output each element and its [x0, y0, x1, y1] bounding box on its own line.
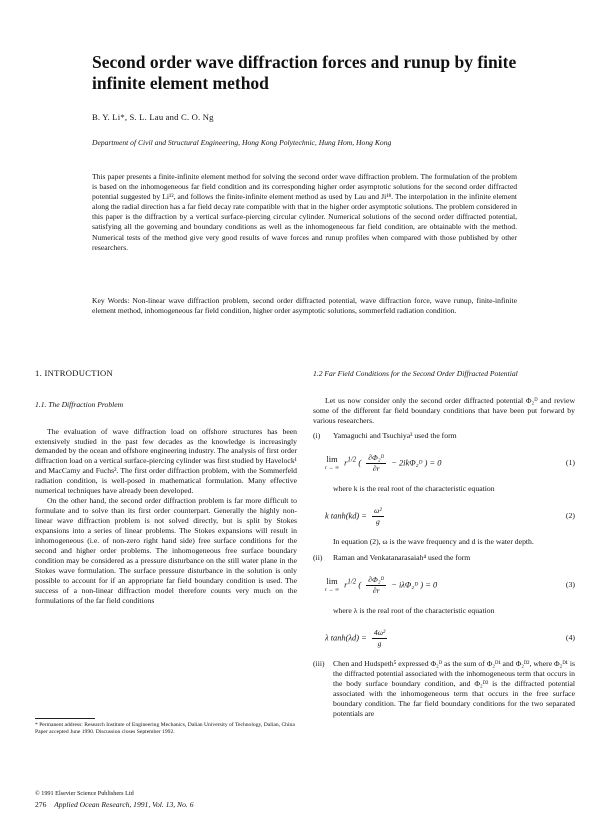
list-item-ii: [313, 553, 575, 563]
abstract: This paper presents a finite-infinite element method for solving the second order wave diffraction problem. The formulation of the problem is based on the inhomogeneous far field condition and its corresponding higher order asymptotic solutions for the second order diffracted potential suggested by Li¹², and follows the finite-infinite element method as used by Lau and Ji¹⁸. The interpolation in the infinite element along the radial direction has a far field decay rate compatible with that in the higher order asymptotic solutions. The problem considered in this paper is the diffraction by a vertical surface-piercing circular cylinder. Numerical solutions of the second order diffracted potential, satisfying all the governing and boundary conditions as well as the inhomogeneous far field condition, are obtainable with the method. Numerical tests of the method give very good results of wave forces and runup profiles when compared with those published by other researchers.: [92, 172, 517, 252]
list-item-number: (ii): [313, 553, 323, 563]
keywords: Key Words: Non-linear wave diffraction problem, second order diffracted potential, wave diffraction force, wave runup, finite-infinite element method, inhomogeneous far field condition, higher order asymptotic solutions, sommerfeld radiation condition.: [92, 296, 517, 316]
list-item-text: Raman and Venkatanarasaiah⁴ used the form: [333, 553, 471, 563]
equation-rest: − iλΦ₂ᴰ ) = 0: [391, 580, 438, 590]
limit-operator: lim r → ∞: [325, 455, 340, 472]
where-text-1: where k is the real root of the characteristic equation: [333, 484, 495, 494]
footnote-divider: [35, 718, 95, 719]
where-text-3: where λ is the real root of the characteristic equation: [333, 606, 495, 616]
fraction-numerator: ∂Φ₂ᴰ: [368, 452, 385, 462]
paper-affiliation: Department of Civil and Structural Engineering, Hong Kong Polytechnic, Hung Hom, Hong Kong: [92, 138, 392, 147]
equation-body: lim r → ∞ $r^{1/2}$ ( $\frac{\text{∂Φ₂ᴰ}}{\partial r}$ − iλΦ₂ᴰ ) = 0: [325, 574, 438, 595]
equation-number: (3): [565, 580, 575, 590]
far-field-intro: Let us now consider only the second order diffracted potential Φ₂ᴰ and review some of the different far field boundary conditions that have been put forward by various researchers.: [313, 395, 575, 425]
section-heading-introduction: 1. INTRODUCTION: [35, 368, 114, 378]
paper-authors: B. Y. Li*, S. L. Lau and C. O. Ng: [92, 112, 214, 122]
equation-lhs: λ tanh(λd) =: [325, 633, 367, 643]
equation-rest: − 2ikΦ₂ᴰ ) = 0: [391, 458, 442, 468]
fraction-numerator: ω²: [374, 505, 382, 515]
fraction-numerator: ∂Φ₂ᴰ: [368, 574, 385, 584]
fraction-denominator: ∂r: [372, 585, 380, 595]
fraction: [372, 628, 387, 649]
copyright-line: © 1991 Elsevier Science Publishers Ltd: [35, 790, 134, 797]
fraction-numerator: 4ω²: [373, 627, 386, 637]
equation-2: [313, 501, 575, 531]
intro-paragraph-2: On the other hand, the second order diffraction problem is far more difficult to formulate and to solve than its first order counterpart. Generally the highly non-linear wave diffraction problem is not solved directly, but is split by Stokes expansions into a series of linear problems. The Stokes expansions will result in inhomogeneous (i.e. of non-zero right hand side) free surface conditions for the second and higher order problems. The inhomogeneous free surface boundary condition may be considered as a pressure disturbance on the still water plane in the Stokes wave formulation. The surface pressure disturbance in the solution is only possible to account for if an appropriate far field boundary condition is used. The success of a non-linear diffraction model therefore counts very much on the formulations of the far field conditions: [35, 496, 297, 605]
equation-body: [313, 506, 555, 527]
limit-operator: lim r → ∞: [325, 577, 340, 594]
fraction: [372, 506, 384, 527]
paper-title: Second order wave diffraction forces and runup by finite infinite element method: [92, 52, 517, 93]
equation-lhs: k tanh(kd) =: [325, 511, 367, 521]
fraction-denominator: ∂r: [372, 463, 380, 473]
equation-3: [313, 570, 575, 600]
list-item-iii: [313, 659, 575, 719]
equation-4: [313, 623, 575, 653]
list-item-text: Chen and Hudspeth⁵ expressed Φ₂ᴰ as the sum of Φ₂ᴰ¹ and Φ₂ᴰ², where Φ₂ᴰ¹ is the diffracted potential associated with the inhomogeneous term that occurs in the body surface boundary condition, and Φ₂ᴰ² is the diffracted potential associated with the inhomogeneous term that occurs in the free surface boundary condition. The far field boundary conditions for the two separated potentials are: [333, 659, 575, 718]
fraction-denominator: g: [377, 638, 382, 648]
list-item-number: (i): [313, 431, 321, 441]
equation-number: (1): [565, 458, 575, 468]
subsection-heading-diffraction: 1.1. The Diffraction Problem: [35, 399, 124, 409]
right-column: [313, 369, 575, 719]
journal-citation: Applied Ocean Research, 1991, Vol. 13, No. 6: [54, 800, 194, 809]
equation-number: (2): [565, 511, 575, 521]
list-item-i: [313, 431, 575, 441]
page-number: 276: [35, 800, 47, 809]
list-item-number: (iii): [313, 659, 325, 669]
fraction: [366, 575, 386, 596]
equation-body: lim r → ∞ $r^{1/2}$ ( $\frac{\text{∂Φ₂ᴰ}}{\partial r}$ − 2ikΦ₂ᴰ ) = 0: [325, 452, 442, 473]
left-column: [35, 369, 297, 606]
limit-subscript: r → ∞: [325, 587, 340, 594]
equation-1: [313, 448, 575, 478]
fraction-denominator: g: [375, 516, 380, 526]
list-item-text: Yamaguchi and Tsuchiya³ used the form: [333, 431, 457, 441]
after-equation-2: In equation (2), ω is the wave frequency and d is the water depth.: [333, 537, 534, 547]
footnote: * Permanent address: Research Institute of Engineering Mechanics, Dalian University of Technology, Dalian, China Paper accepted June 1990. Discussion closes September 1992.: [35, 722, 295, 735]
subsection-heading-far-field: 1.2 Far Field Conditions for the Second Order Diffracted Potential: [313, 369, 518, 378]
fraction: [366, 453, 386, 474]
journal-footer: [35, 800, 355, 809]
equation-number: (4): [565, 633, 575, 643]
intro-paragraph-1: The evaluation of wave diffraction load on offshore structures has been extensively studied in the past few decades as the knowledge is increasingly demanded by the ocean and offshore engineering industry. The analysis of first order diffraction load on a vertical surface-piercing cylinder was first studied by Havelock¹ and MacCamy and Fuchs². The first order diffraction problem, with the Sommerfeld radiation condition, is well-posed in mathematical formulation. Many effective numerical techniques have already been developed.: [35, 426, 297, 496]
equation-body: [313, 628, 555, 649]
limit-subscript: r → ∞: [325, 465, 340, 472]
